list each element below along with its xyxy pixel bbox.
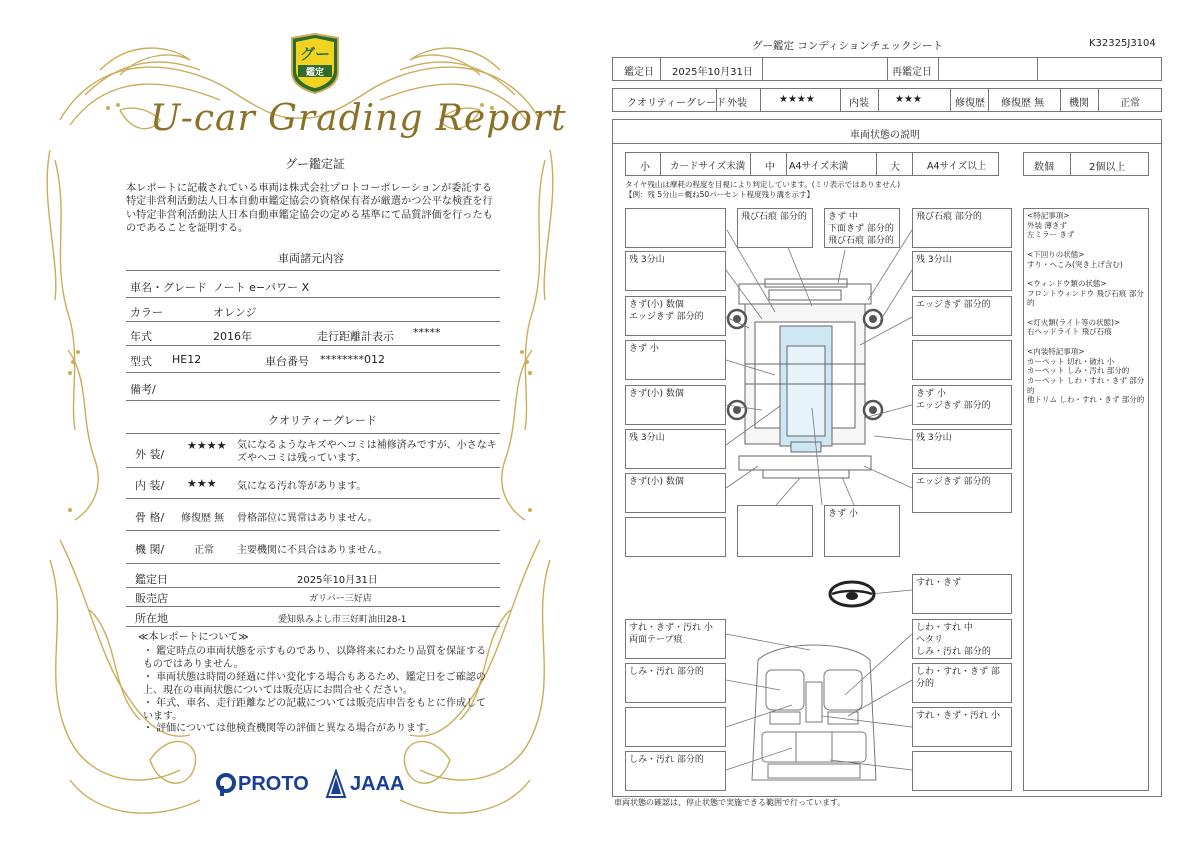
year-label: 年式 [130,330,152,343]
legend-medium-desc: A4サイズ未満 [789,161,849,172]
tire-example: 【例：残 5分山＝概ね50パーセント程度残り溝を示す】 [625,190,815,199]
engine-value: 正常 [1120,98,1140,109]
legend-small-desc: カードサイズ未満 [670,161,746,172]
cell-front-right-fender: エッジきず 部分的 [912,296,1012,336]
cell-front-center: きず 中 下面きず 部分的 飛び石痕 部分的 [824,208,900,248]
quality-heading: クオリティーグレード [268,414,377,427]
footer-note: 車両状態の確認は、停止状態で実施できる範囲で行っています。 [614,798,846,807]
frame-text: 骨格部位に異常はありません。 [237,513,378,524]
cell-front-left-tire: 残 3分山 [625,251,726,291]
legend-medium: 中 [765,162,775,173]
cell-rear-left-tire: 残 3分山 [625,429,726,469]
notes-heading: ≪本レポートについて≫ [138,632,249,643]
cert-heading: グー鑑定証 [285,157,346,171]
note-1: ・ 鑑定時点の車両状態を示すものであり、以降将来にわたり品質を保証するものではありません。 [143,646,487,670]
cell-front-bumper-left [625,208,726,248]
appraisal-date-value: 2025年10月31日 [297,575,378,586]
exterior-stars: ★★★★ [779,94,815,105]
car-name-value: ノート e−パワー X [213,281,310,294]
engine-text: 主要機関に不具合はありません。 [237,545,388,556]
color-label: カラー [130,306,163,319]
model-label: 型式 [130,355,152,368]
legend-large: 大 [890,162,900,173]
sheet-title: グー鑑定 コンディションチェックシート [752,40,943,52]
interior-stars: ★★★ [187,477,217,490]
cell-rear-center: きず 小 [824,505,900,557]
count-value: 2個以上 [1089,162,1126,173]
interior-text: 気になる汚れ等があります。 [237,481,367,492]
cell-interior-right-3: すれ・きず・汚れ 小 [912,707,1012,747]
goo-appraisal-badge [288,32,342,94]
note-4: ・ 評価については他検査機関等の評価と異なる場合があります。 [143,723,436,734]
exterior-label: 外 装/ [135,448,165,461]
interior-stars: ★★★ [895,94,922,105]
chassis-value: ********012 [320,353,385,366]
cell-rear-center-left [737,505,813,557]
car-name-label: 車名・グレード [130,281,207,294]
reappraisal-date-label: 再鑑定日 [892,67,932,78]
appraisal-date-label: 鑑定日 [135,573,168,586]
condition-check-sheet [600,0,1200,848]
legend-large-desc: A4サイズ以上 [927,161,987,172]
report-script-title: U-car Grading Report [150,98,567,139]
interior-label: 内装 [849,98,869,109]
cell-interior-left-2: しみ・汚れ 部分的 [625,663,726,703]
document-id: K32325J3104 [1089,38,1156,49]
count-label: 数個 [1034,162,1054,173]
repair-history-label: 修復歴 [955,98,985,109]
badge-top-text: グー [299,45,331,63]
cell-front-right: 飛び石痕 部分的 [912,208,1012,248]
cell-rear-right-tire: 残 3分山 [912,429,1012,469]
engine-label: 機関 [1069,98,1089,109]
exterior-stars: ★★★★ [187,439,227,452]
cell-interior-right-4 [912,751,1012,791]
remarks-label: 備考/ [130,383,156,396]
appraisal-date-label: 鑑定日 [624,67,654,78]
cell-interior-left-4: しみ・汚れ 部分的 [625,751,726,791]
chassis-label: 車台番号 [265,355,309,368]
jaaa-logo-text: JAAA [350,773,405,795]
cell-interior-right-2: しわ・すれ・きず 部分的 [912,663,1012,703]
mileage-label: 走行距離計表示 [317,330,394,343]
cell-left-rear-door: きず(小) 数個 [625,385,726,425]
address-value: 愛知県みよし市三好町油田28-1 [278,615,407,625]
frame-label: 骨 格/ [135,511,165,524]
steering-wheel-icon [827,579,877,609]
cell-rear-right-fender: エッジきず 部分的 [912,473,1012,513]
frame-value: 修復歴 無 [181,513,225,524]
cell-front-left-fender: きず(小) 数個 エッジきず 部分的 [625,296,726,336]
engine-label: 機 関/ [135,543,165,556]
tire-note: タイヤ残山は摩耗の程度を目視により判定しています。(ミリ表示ではありません) [625,180,901,189]
address-label: 所在地 [135,612,168,625]
color-value: オレンジ [213,306,257,319]
badge-bottom-text: 鑑定 [305,68,325,78]
mileage-value: ***** [413,326,441,339]
cell-rear-left-fender: きず(小) 数個 [625,473,726,513]
cell-interior-left-3 [625,707,726,747]
exterior-label: 外装 [727,98,747,109]
quality-grade-label: クオリティーグレード [627,98,726,109]
cert-text: 本レポートに記載されている車両は株式会社プロトコーポレーションが委託する特定非営利活動法人日本自動車鑑定協会の資格保有者が厳選かつ公平な検査を行い特定非営利活動法人日本自動車鑑定協会の定める基準にて品質評価を行ったものであることを証明する。 [126,183,493,235]
model-value: HE12 [172,353,202,366]
jaaa-logo-mark [325,769,347,799]
year-value: 2016年 [213,330,252,343]
spec-heading: 車両諸元内容 [278,252,344,265]
cell-rear-bumper-left [625,517,726,557]
proto-logo-text: PROTO [238,773,309,795]
cell-left-front-door: きず 小 [625,340,726,380]
cell-front-center-left: 飛び石痕 部分的 [737,208,813,248]
repair-history-value: 修復歴 無 [1001,98,1045,109]
special-notes: <特記事項> 外装 薄きず 左ミラー きず <下回りの状態> すり・へこみ(突き上げ含む) <ウィンドウ類の状態> フロントウィンドウ 飛び石痕 部分的 <灯火類(ライト等の状態)> 右ヘッドライト 飛び石痕 <内装特記事項> カーペット 切れ・破れ 小 カーペット しみ・汚れ 部分的 カーペット しわ・すれ・きず 部分的 他トリム しわ・すれ・きず 部分的 [1027,211,1145,405]
cell-interior-right-1: しわ・すれ 中 ヘタリ しみ・汚れ 部分的 [912,619,1012,659]
cell-steering: すれ・きず [912,574,1012,614]
cell-interior-left-1: すれ・きず・汚れ 小 両面テープ痕 [625,619,726,659]
exterior-text: 気になるようなキズやヘコミは補修済みですが、小さなキズやヘコミは残っています。 [237,440,497,464]
legend-small: 小 [640,162,650,173]
appraisal-date-value: 2025年10月31日 [672,67,753,78]
section-title: 車両状態の説明 [850,130,920,141]
cell-right-front-door [912,340,1012,380]
note-3: ・ 年式、車名、走行距離などの記載については販売店申告をもとに作成しています。 [143,698,486,722]
engine-value: 正常 [194,545,214,556]
car-interior-diagram [748,640,880,790]
cell-right-rear-door: きず 小 エッジきず 部分的 [912,385,1012,425]
dealer-value: ガリバー三好店 [309,594,372,604]
interior-label: 内 装/ [135,479,165,492]
cell-front-right-tire: 残 3分山 [912,251,1012,291]
note-2: ・ 車両状態は時間の経過に伴い変化する場合もあるため、鑑定日をご確認の上、現在の車両状態については販売店にお問合せください。 [143,672,486,696]
dealer-label: 販売店 [135,592,168,605]
